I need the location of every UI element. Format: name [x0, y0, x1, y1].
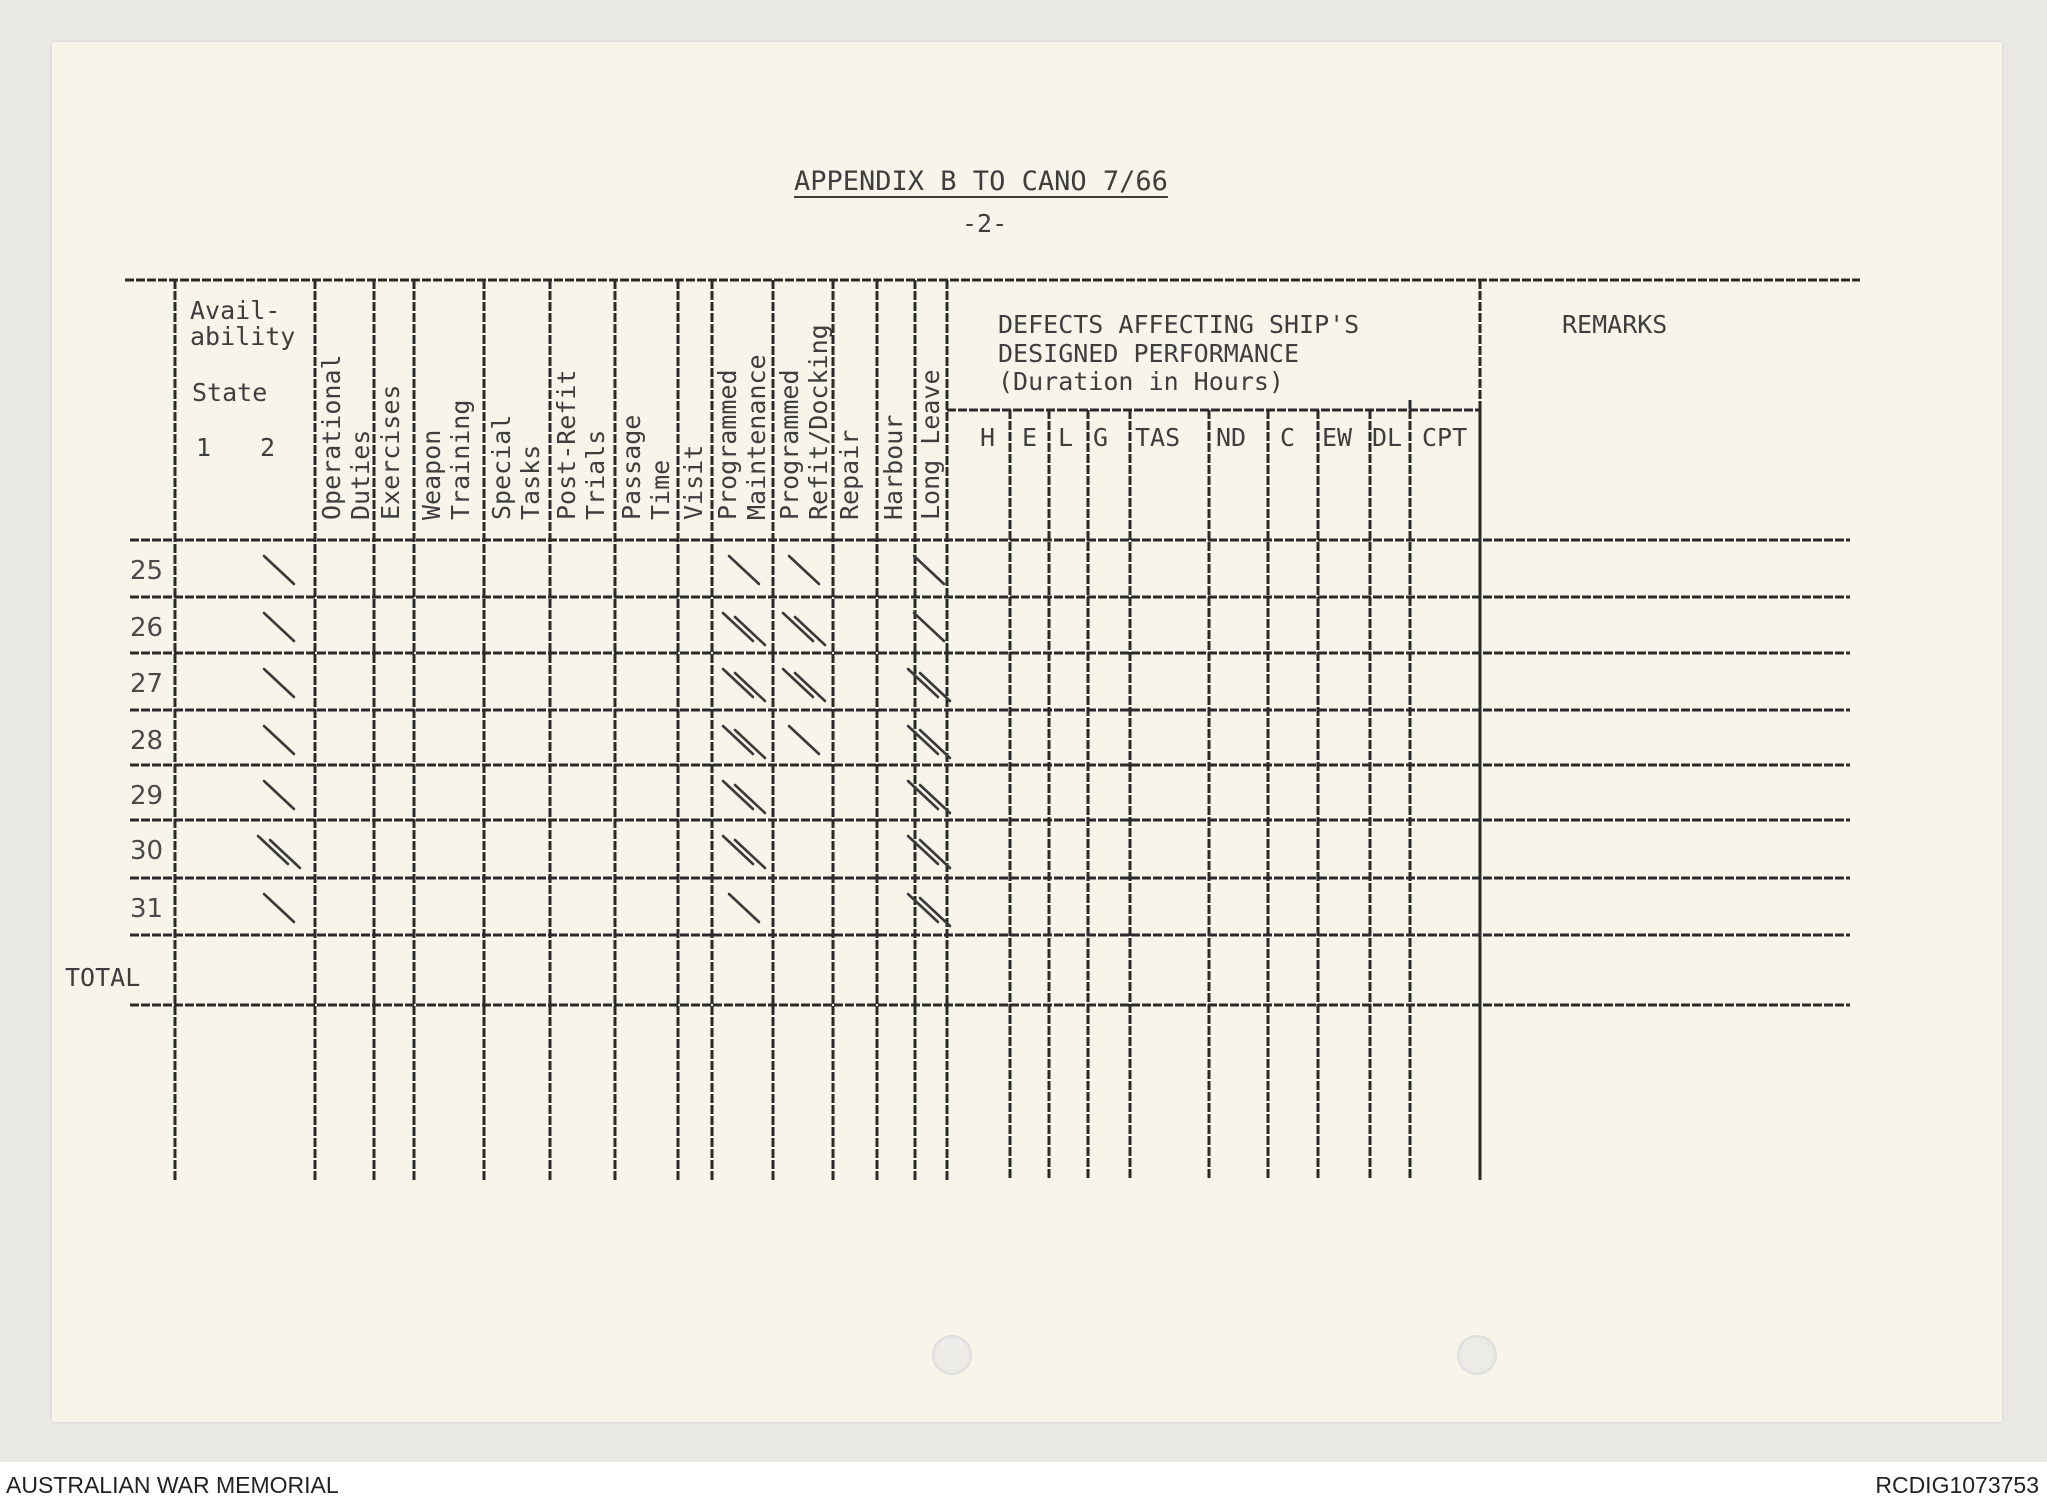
tick-mark-28-programmed-refit-docking-0: [789, 726, 819, 754]
tick-mark-28-programmed-maintenance-0: [723, 726, 753, 754]
column-header-7-line-1: Maintenance: [741, 354, 771, 520]
row-day-label-27: 27: [130, 669, 164, 699]
total-row-label: TOTAL: [65, 963, 141, 992]
column-header-0-line-0: Operational: [317, 354, 346, 520]
column-header-3-line-0: Special: [487, 414, 516, 520]
defect-subcolumn-l: L: [1058, 423, 1074, 452]
column-header-4-line-1: Trials: [580, 429, 610, 520]
tick-mark-30-avail-state-2-1: [270, 840, 300, 868]
defect-subcolumn-g: G: [1093, 423, 1109, 452]
tick-mark-25-long-leave-0: [914, 556, 944, 584]
tick-mark-31-long-leave-0: [908, 894, 938, 922]
tick-mark-25-programmed-refit-docking-0: [789, 556, 819, 584]
defects-heading-line1: DEFECTS AFFECTING SHIP'S: [998, 310, 1360, 339]
defect-subcolumn-h: H: [980, 423, 996, 452]
tick-mark-26-long-leave-0: [914, 613, 944, 641]
tick-mark-26-programmed-maintenance-0: [723, 613, 753, 641]
defect-subcolumn-tas: TAS: [1135, 423, 1181, 452]
archive-footer: [0, 1462, 2047, 1506]
column-header-9-line-0: Repair: [835, 429, 864, 520]
tick-mark-29-long-leave-0: [908, 781, 938, 809]
tick-mark-25-avail-state-2-0: [264, 556, 294, 584]
column-header-8-line-0: Programmed: [775, 369, 804, 520]
column-header-3-line-1: Tasks: [515, 444, 545, 520]
tick-mark-30-avail-state-2-0: [258, 836, 288, 864]
tick-mark-26-avail-state-2-0: [264, 613, 294, 641]
tick-mark-29-avail-state-2-0: [264, 781, 294, 809]
tick-mark-30-programmed-maintenance-0: [723, 836, 753, 864]
tick-mark-31-avail-state-2-0: [264, 894, 294, 922]
tick-mark-30-long-leave-0: [908, 836, 938, 864]
column-header-5-line-0: Passage: [617, 414, 646, 520]
column-header-5: [618, 415, 676, 520]
defect-subcolumn-cpt: CPT: [1422, 423, 1468, 452]
tick-mark-28-avail-state-2-0: [264, 726, 294, 754]
tick-mark-29-programmed-maintenance-1: [735, 785, 765, 813]
tick-mark-26-programmed-maintenance-1: [735, 617, 765, 645]
column-header-9: [836, 430, 865, 520]
column-header-7-line-0: Programmed: [713, 369, 742, 520]
row-day-label-25: 25: [130, 556, 164, 586]
column-header-1-line-0: Exercises: [376, 384, 405, 520]
column-header-3: [488, 415, 546, 520]
tick-mark-27-programmed-refit-docking-1: [795, 673, 825, 701]
availability-state-2: 2: [260, 433, 276, 462]
footer-record-id: RCDIG1073753: [1875, 1472, 2039, 1498]
availability-state-1: 1: [196, 433, 212, 462]
column-header-11-line-0: Long Leave: [916, 369, 945, 520]
column-header-10: [880, 415, 909, 520]
column-header-8-line-1: Refit/Docking: [803, 324, 833, 520]
tick-mark-27-long-leave-0: [908, 669, 938, 697]
availability-state-label: State: [192, 378, 268, 407]
column-header-6: [680, 445, 709, 520]
row-day-label-28: 28: [130, 726, 164, 756]
tick-mark-28-programmed-maintenance-1: [735, 730, 765, 758]
column-header-1: [377, 385, 406, 520]
footer-institution: AUSTRALIAN WAR MEMORIAL: [6, 1472, 339, 1498]
row-day-label-26: 26: [130, 613, 164, 643]
defect-subcolumn-nd: ND: [1216, 423, 1247, 452]
column-header-4-line-0: Post-Refit: [552, 369, 581, 520]
tick-mark-25-programmed-maintenance-0: [729, 556, 759, 584]
tick-mark-26-programmed-refit-docking-0: [783, 613, 813, 641]
defects-heading-line3: (Duration in Hours): [998, 367, 1284, 396]
column-header-0: [318, 354, 376, 520]
tick-mark-27-programmed-maintenance-1: [735, 673, 765, 701]
column-header-0-line-1: Duties: [345, 429, 375, 520]
availability-heading-line2: ability: [190, 322, 296, 351]
column-header-10-line-0: Harbour: [879, 414, 908, 520]
column-header-4: [553, 369, 611, 520]
row-day-label-29: 29: [130, 781, 164, 811]
tick-mark-29-programmed-maintenance-0: [723, 781, 753, 809]
column-header-2-line-1: Training: [445, 399, 475, 520]
defect-subcolumn-c: C: [1280, 423, 1296, 452]
defect-subcolumn-ew: EW: [1322, 423, 1353, 452]
column-header-8: [776, 324, 834, 520]
tick-mark-30-programmed-maintenance-1: [735, 840, 765, 868]
row-day-label-30: 30: [130, 836, 164, 866]
tick-mark-27-programmed-maintenance-0: [723, 669, 753, 697]
document-title: APPENDIX B TO CANO 7/66: [794, 166, 1168, 197]
remarks-heading: REMARKS: [1562, 310, 1668, 339]
column-header-5-line-1: Time: [645, 459, 675, 520]
column-header-11: [917, 369, 946, 520]
defect-subcolumn-dl: DL: [1372, 423, 1403, 452]
row-day-label-31: 31: [130, 894, 164, 924]
defect-subcolumn-e: E: [1022, 423, 1038, 452]
tick-mark-31-programmed-maintenance-0: [729, 894, 759, 922]
column-header-7: [714, 354, 772, 520]
tick-mark-27-avail-state-2-0: [264, 669, 294, 697]
column-header-2-line-0: Weapon: [417, 429, 446, 520]
defects-heading-line2: DESIGNED PERFORMANCE: [998, 339, 1300, 368]
tick-mark-27-programmed-refit-docking-0: [783, 669, 813, 697]
page-number: -2-: [962, 209, 1008, 238]
tick-mark-26-programmed-refit-docking-1: [795, 617, 825, 645]
column-header-6-line-0: Visit: [679, 444, 708, 520]
tick-mark-28-long-leave-0: [908, 726, 938, 754]
availability-heading-line1: Avail-: [190, 296, 281, 325]
column-header-2: [418, 400, 476, 520]
